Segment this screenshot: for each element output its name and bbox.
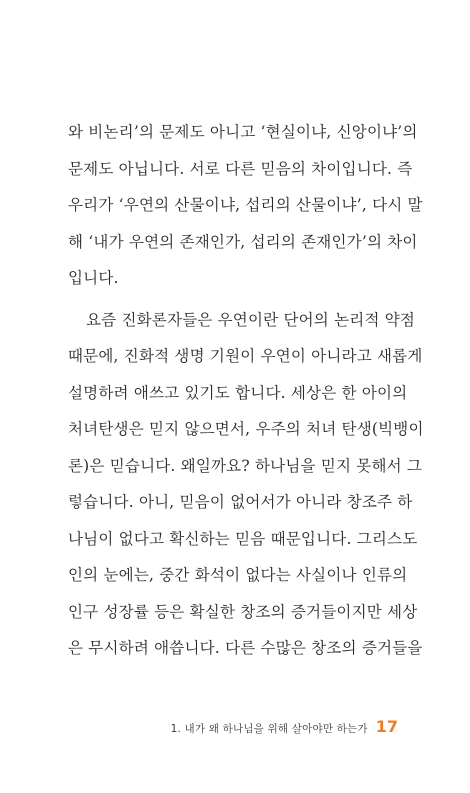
text-line: 처녀탄생은 믿지 않으면서, 우주의 처녀 탄생(빅뱅이	[68, 420, 424, 438]
text-line: 와 비논리’의 문제도 아니고 ‘현실이냐, 신앙이냐’의	[68, 123, 418, 141]
body-text	[68, 114, 424, 667]
text-line: 설명하려 애쓰고 있기도 합니다. 세상은 한 아이의	[68, 383, 408, 402]
paragraph-2	[68, 302, 424, 667]
text-line: 요즘 진화론자들은 우연이란 단어의 논리적 약점	[86, 310, 416, 329]
text-line: 은 무시하려 애씁니다. 다른 수많은 창조의 증거들을	[68, 639, 423, 657]
text-line: 입니다.	[68, 269, 119, 287]
page-footer	[0, 717, 398, 743]
paragraph-1	[68, 114, 423, 297]
text-line: 렇습니다. 아니, 믿음이 없어서가 아니라 창조주 하	[68, 493, 413, 511]
running-head: 1. 내가 왜 하나님을 위해 살아야만 하는가	[170, 723, 368, 735]
text-line: 우리가 ‘우연의 산물이냐, 섭리의 산물이냐’, 다시 말	[68, 196, 423, 214]
text-line: 인의 눈에는, 중간 화석이 없다는 사실이나 인류의	[68, 566, 408, 584]
text-line: 나님이 없다고 확신하는 믿음 때문입니다. 그리스도	[68, 529, 418, 548]
text-line: 론)은 믿습니다. 왜일까요? 하나님을 믿지 못해서 그	[68, 456, 423, 475]
page-number: 17	[375, 717, 398, 736]
text-line: 때문에, 진화적 생명 기원이 우연이 아니라고 새롭게	[68, 347, 423, 365]
text-line: 문제도 아닙니다. 서로 다른 믿음의 차이입니다. 즉	[68, 159, 413, 178]
text-line: 해 ‘내가 우연의 존재인가, 섭리의 존재인가’의 차이	[68, 232, 418, 251]
text-line: 인구 성장률 등은 확실한 창조의 증거들이지만 세상	[68, 602, 418, 621]
